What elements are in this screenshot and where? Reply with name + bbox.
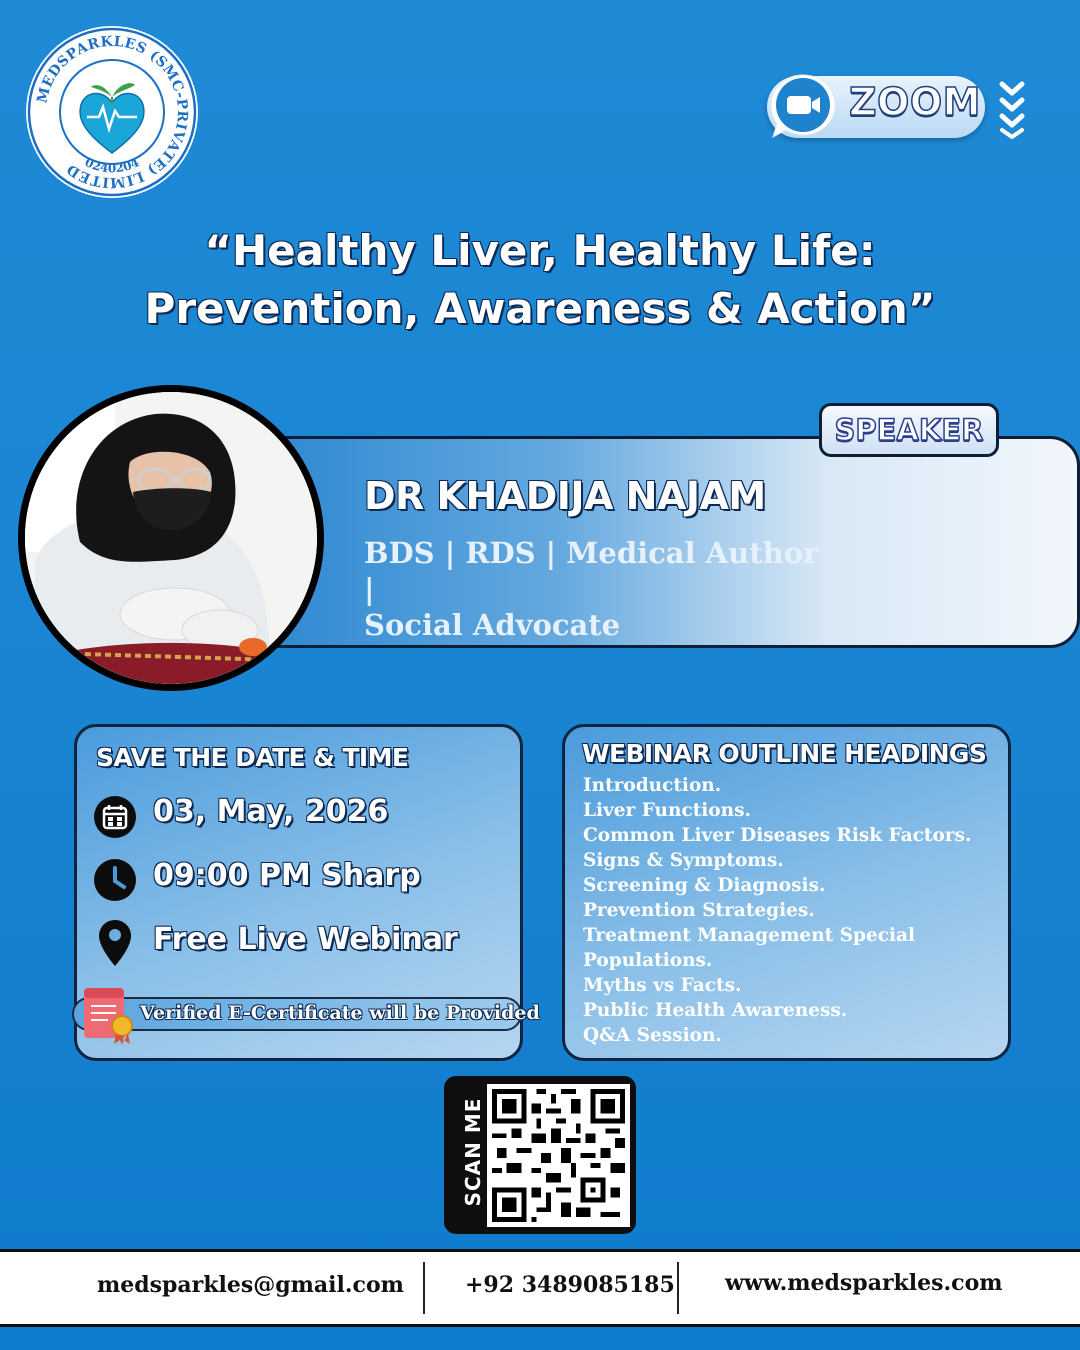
speaker-credentials: [364, 535, 834, 643]
footer-divider: [423, 1262, 425, 1314]
chevron-down-icon: [997, 78, 1027, 140]
webinar-title: [0, 222, 1080, 338]
contact-email-link[interactable]: medsparkles@gmail.com: [97, 1272, 404, 1298]
outline-item: Liver Functions.: [583, 800, 751, 821]
company-logo-seal: [25, 25, 199, 199]
qr-code-pattern: [487, 1084, 630, 1227]
webinar-outline-heading: WEBINAR OUTLINE HEADINGS: [582, 739, 987, 768]
outline-item: Screening & Diagnosis.: [583, 875, 826, 896]
speaker-badge: [819, 403, 999, 457]
scan-me-label: SCAN ME: [461, 1097, 485, 1207]
save-the-date-heading: SAVE THE DATE & TIME: [96, 743, 409, 772]
speaker-credentials-line-1: BDS | RDS | Medical Author |: [364, 536, 819, 606]
video-camera-icon: [768, 72, 838, 142]
speaker-badge-label: SPEAKER: [834, 413, 984, 447]
speaker-credentials-line-2: Social Advocate: [364, 608, 621, 642]
event-venue: Free Live Webinar: [153, 922, 458, 957]
outline-item: Myths vs Facts.: [583, 975, 742, 996]
outline-item: Prevention Strategies.: [583, 900, 815, 921]
certificate-icon: [78, 984, 138, 1046]
event-time: 09:00 PM Sharp: [153, 858, 421, 893]
contact-phone-link[interactable]: +92 3489085185: [465, 1272, 675, 1298]
venue-row: [92, 920, 138, 966]
certificate-text: Verified E-Certificate will be Provided: [140, 1002, 540, 1024]
clock-icon: [92, 857, 138, 903]
outline-item: Signs & Symptoms.: [583, 850, 784, 871]
logo-ring-text: MEDSPARKLES (SMC-PRIVATE) LIMITED: [34, 33, 191, 191]
event-date: 03, May, 2026: [153, 794, 389, 829]
speaker-photo-illustration: [25, 392, 317, 684]
title-line-1: “Healthy Liver, Healthy Life:: [204, 226, 876, 275]
outline-item: Common Liver Diseases Risk Factors.: [583, 825, 972, 846]
location-pin-icon: [92, 920, 138, 966]
outline-item: Introduction.: [583, 775, 722, 796]
time-row: [92, 857, 138, 903]
zoom-label: ZOOM: [849, 80, 981, 124]
speaker-name: DR KHADIJA NAJAM: [364, 474, 766, 518]
outline-item: Treatment Management Special: [583, 925, 916, 946]
qr-code[interactable]: [487, 1084, 630, 1227]
calendar-icon: [92, 794, 138, 840]
outline-item: Q&A Session.: [583, 1025, 722, 1046]
website-link[interactable]: www.medsparkles.com: [725, 1270, 1003, 1296]
logo-registration-number: 0240204: [82, 155, 142, 176]
date-row: [92, 794, 138, 840]
speaker-photo: [18, 385, 324, 691]
footer-divider: [677, 1262, 679, 1314]
title-line-2: Prevention, Awareness & Action”: [144, 284, 936, 333]
outline-item: Public Health Awareness.: [583, 1000, 848, 1021]
outline-list: [583, 773, 1003, 1048]
outline-item: Populations.: [583, 950, 713, 971]
